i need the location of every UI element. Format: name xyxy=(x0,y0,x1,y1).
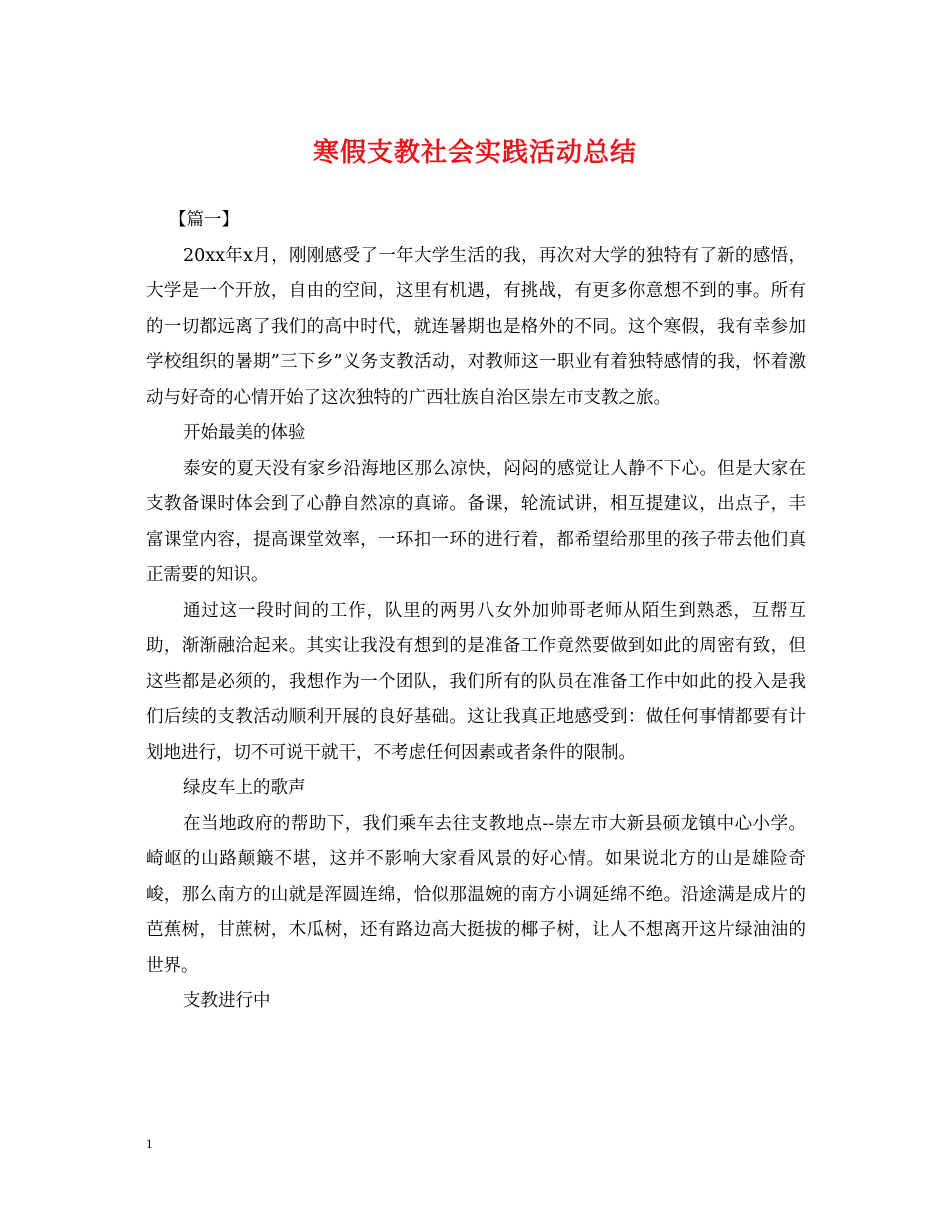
document-title: 寒假支教社会实践活动总结 xyxy=(312,138,637,168)
paragraph-teamwork: 通过这一段时间的工作，队里的两男八女外加帅哥老师从陌生到熟悉，互帮互助，渐渐融洽起来。其实让我没有想到的是准备工作竟然要做到如此的周密有致，但这些都是必须的，我想作为一个团队，我们所有的队员在准备工作中如此的投入是我们后续的支教活动顺利开展的良好基础。这让我真正地感受到：做任何事情都要有计划地进行，切不可说干就干，不考虑任何因素或者条件的限制。 xyxy=(146,600,806,763)
subheading-first-experience: 开始最美的体验 xyxy=(183,423,306,443)
page-number: 1 xyxy=(146,1136,153,1151)
document-body xyxy=(146,203,806,1020)
paragraph-intro: 20xx年x月，刚刚感受了一年大学生活的我，再次对大学的独特有了新的感悟，大学是一个开放，自由的空间，这里有机遇，有挑战，有更多你意想不到的事。所有的一切都远离了我们的高中时代，就连暑期也是格外的不同。这个寒假，我有幸参加学校组织的暑期”三下乡”义务支教活动，对教师这一职业有着独特感情的我，怀着激动与好奇的心情开始了这次独特的广西壮族自治区崇左市支教之旅。 xyxy=(146,245,806,408)
subheading-train-songs: 绿皮车上的歌声 xyxy=(183,778,306,798)
section-label: 【篇一】 xyxy=(169,210,239,230)
paragraph-preparation: 泰安的夏天没有家乡沿海地区那么凉快，闷闷的感觉让人静不下心。但是大家在支教备课时体会到了心静自然凉的真谛。备课，轮流试讲，相互提建议，出点子，丰富课堂内容，提高课堂效率，一环扣一环的进行着，都希望给那里的孩子带去他们真正需要的知识。 xyxy=(146,458,806,585)
paragraph-journey: 在当地政府的帮助下，我们乘车去往支教地点--崇左市大新县硕龙镇中心小学。崎岖的山路颠簸不堪，这并不影响大家看风景的好心情。如果说北方的山是雄险奇峻，那么南方的山就是浑圆连绵，恰似那温婉的南方小调延绵不绝。沿途满是成片的芭蕉树，甘蔗树，木瓜树，还有路边高大挺拔的椰子树，让人不想离开这片绿油油的世界。 xyxy=(146,813,806,976)
subheading-teaching-in-progress: 支教进行中 xyxy=(183,991,271,1011)
